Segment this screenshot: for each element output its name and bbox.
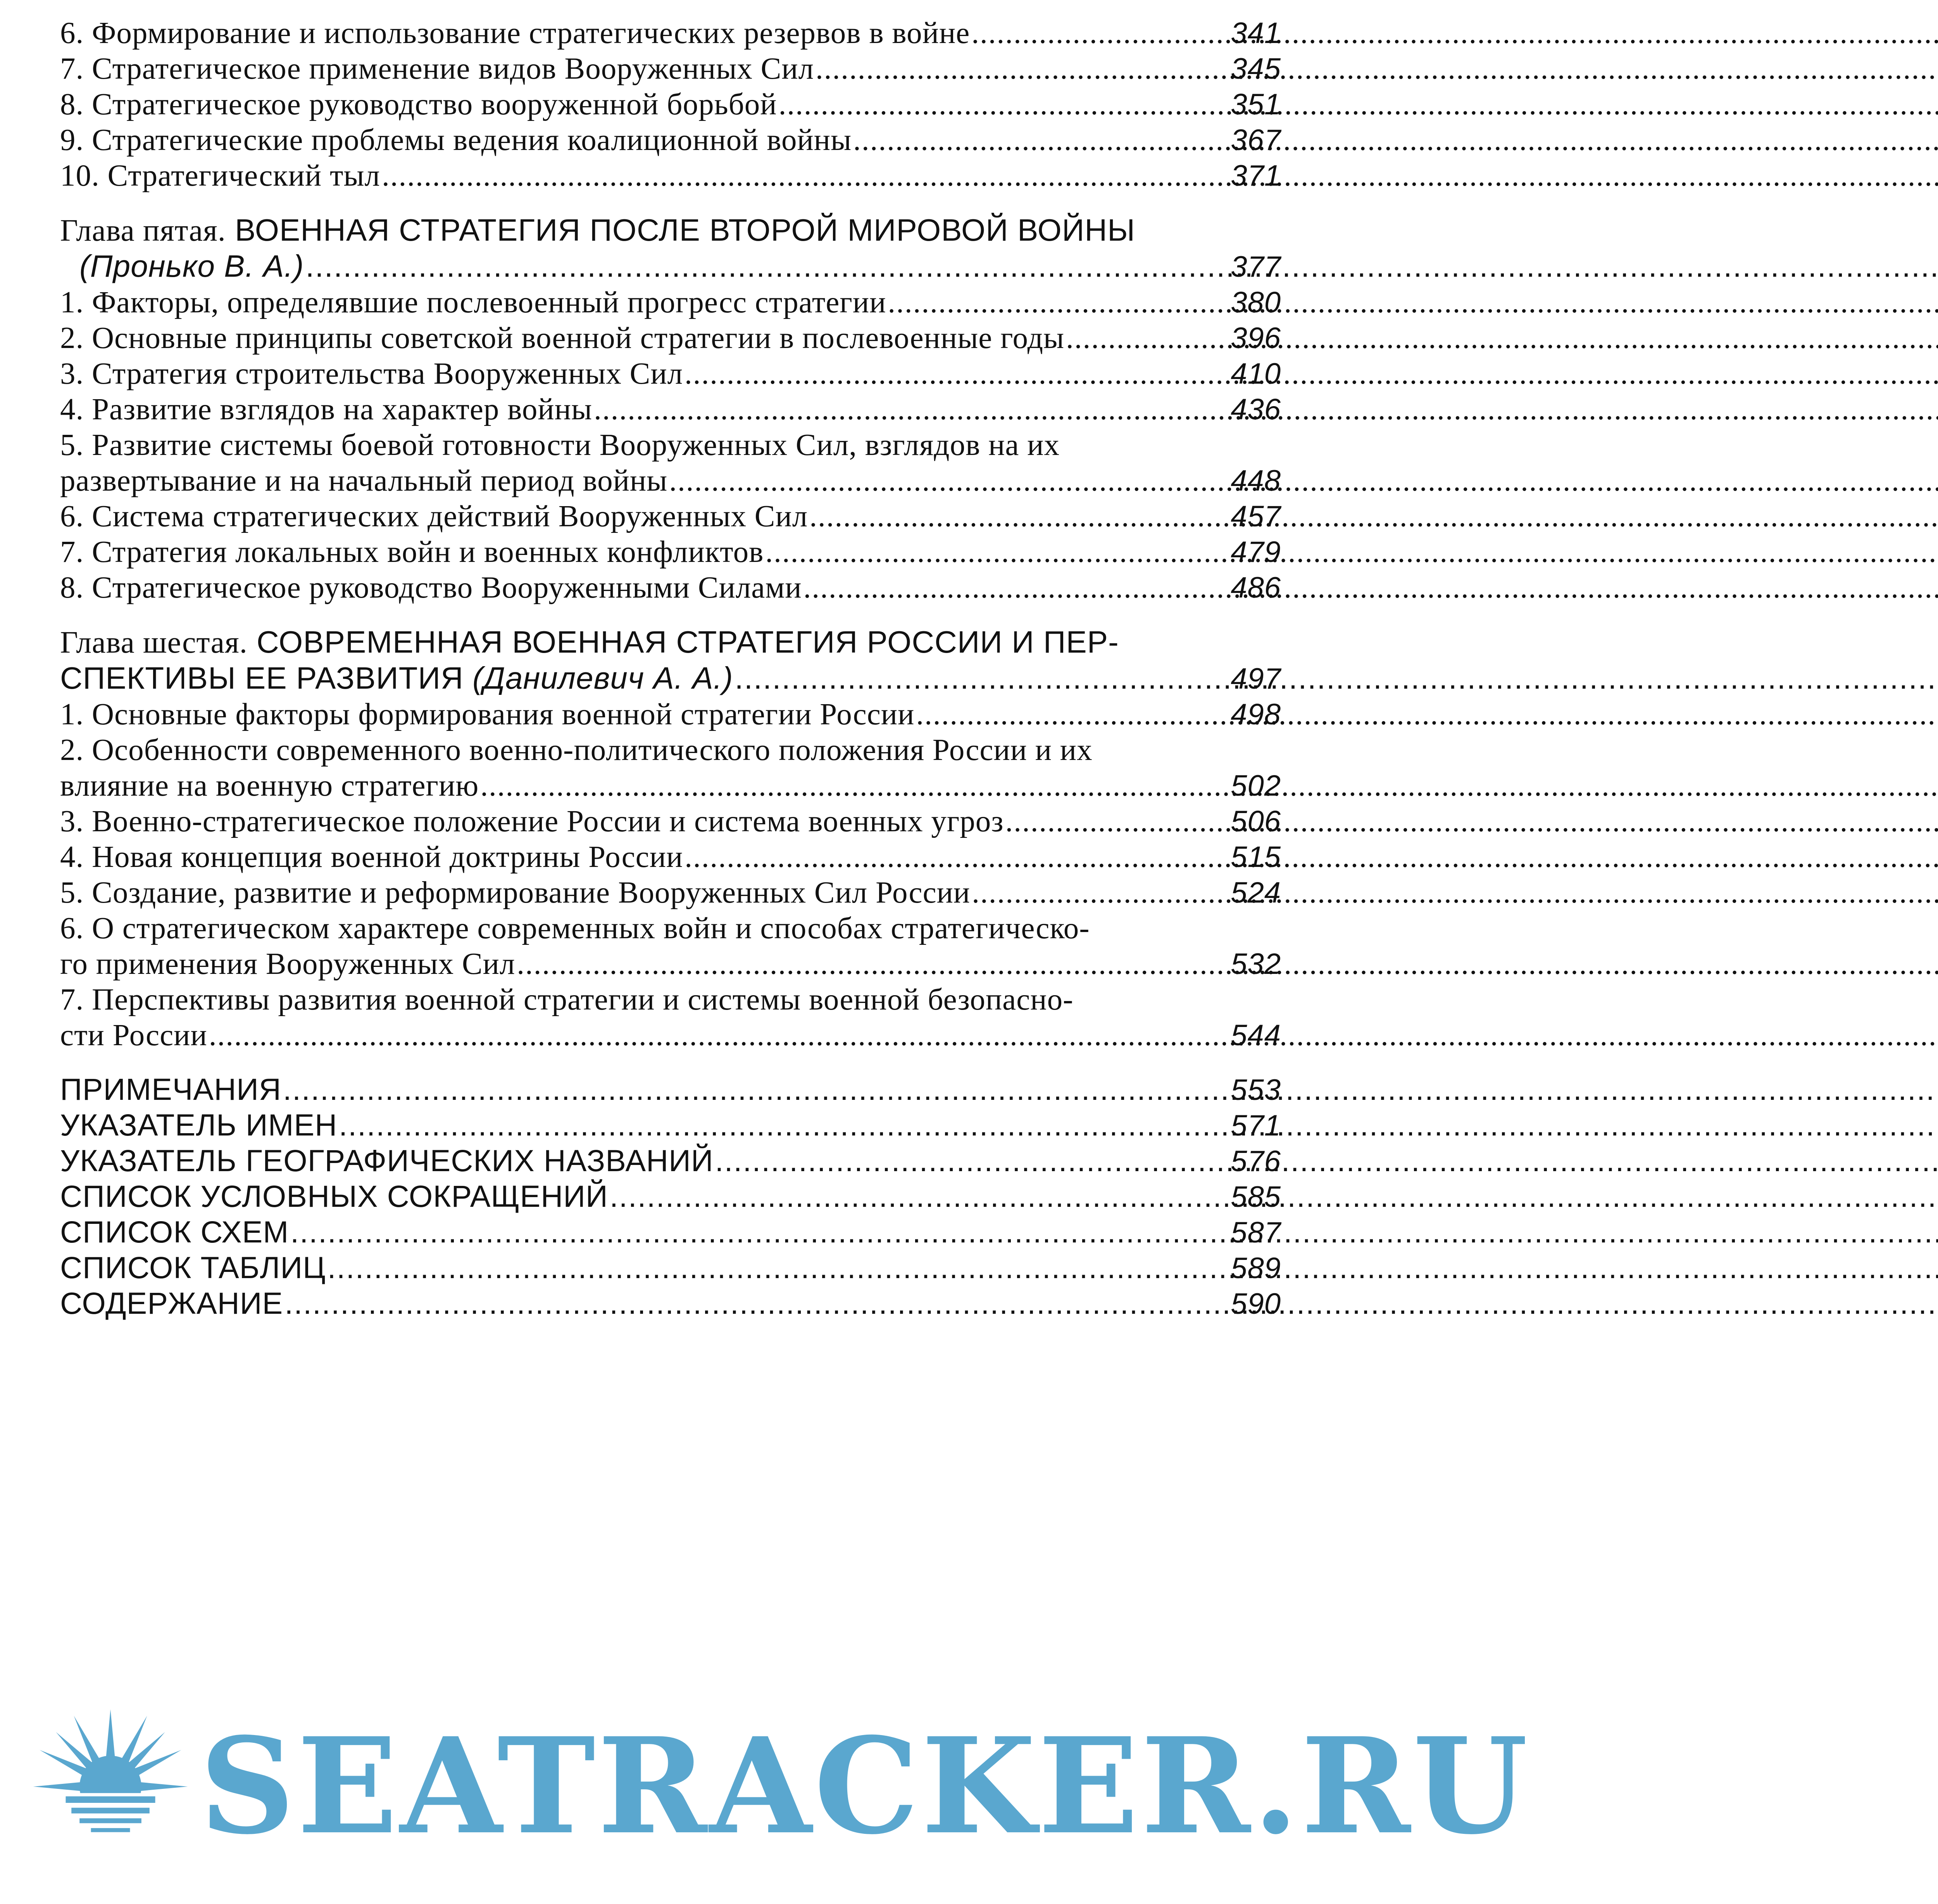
toc-entry[interactable] (60, 51, 1281, 87)
toc-entry-text: 6. Система стратегических действий Вооруженных Сил (60, 500, 808, 533)
appendix-entry-text: УКАЗАТЕЛЬ ГЕОГРАФИЧЕСКИХ НАЗВАНИЙ (60, 1143, 714, 1178)
toc-entry[interactable] (60, 158, 1281, 194)
toc-page-number: 576 (1231, 1145, 1281, 1178)
chapter-title: СОВРЕМЕННАЯ ВОЕННАЯ СТРАТЕГИЯ РОССИИ И ПЕР- (256, 625, 1119, 659)
toc-entry[interactable] (60, 804, 1281, 839)
toc-entry-text: 4. Развитие взглядов на характер войны (60, 393, 593, 426)
toc-page-number: 371 (1231, 159, 1281, 192)
dot-leader (290, 1215, 1229, 1249)
toc-entry-text: 7. Стратегическое применение видов Вооруженных Сил (60, 52, 814, 86)
chapter-label: Глава пятая. (60, 214, 226, 248)
chapter-six (60, 624, 1281, 1053)
toc-entry[interactable] (60, 911, 1281, 982)
toc-entry-text: 8. Стратегическое руководство Вооруженными Силами (60, 571, 802, 605)
dot-leader (610, 1179, 1229, 1214)
toc-entry-text: 8. Стратегическое руководство вооруженной борьбой (60, 88, 777, 121)
dot-leader (735, 660, 1229, 696)
appendix-entry-text: УКАЗАТЕЛЬ ИМЕН (60, 1108, 338, 1142)
toc-page-number: 502 (1231, 769, 1281, 802)
appendix-entry-text: СПИСОК УСЛОВНЫХ СОКРАЩЕНИЙ (60, 1179, 608, 1213)
toc-page-number: 498 (1231, 698, 1281, 731)
dot-leader (715, 1143, 1229, 1178)
toc-page-number: 524 (1231, 876, 1281, 909)
toc-page-number: 585 (1231, 1180, 1281, 1213)
toc-page-number: 436 (1231, 393, 1281, 426)
toc-page-number: 377 (1231, 250, 1281, 283)
toc-page-number: 506 (1231, 805, 1281, 838)
toc-page-number: 341 (1231, 17, 1281, 50)
toc-entry[interactable] (60, 122, 1281, 158)
toc-entry[interactable] (60, 427, 1281, 499)
toc-entry[interactable] (60, 87, 1281, 122)
table-of-contents (60, 16, 1281, 1322)
toc-entry-text-continued: го применения Вооруженных Сил (60, 947, 516, 981)
section-continuation (60, 16, 1281, 194)
dot-leader (480, 768, 1229, 804)
dot-leader (1005, 804, 1229, 839)
toc-entry[interactable] (60, 697, 1281, 732)
toc-entry[interactable] (60, 356, 1281, 392)
dot-leader (305, 248, 1229, 284)
dot-leader (1066, 320, 1229, 356)
dot-leader (779, 87, 1229, 122)
toc-entry-text: 2. Основные принципы советской военной стратегии в послевоенные годы (60, 321, 1065, 355)
toc-page-number: 448 (1231, 464, 1281, 497)
toc-page-number: 351 (1231, 88, 1281, 121)
toc-entry-text: 7. Стратегия локальных войн и военных конфликтов (60, 535, 764, 569)
chapter-author: (Пронько В. А.) (79, 249, 304, 283)
toc-entry-text-continued: развертывание и на начальный период войны (60, 464, 668, 498)
toc-page-number: 532 (1231, 948, 1281, 980)
appendix-entry-text: СПИСОК СХЕМ (60, 1215, 289, 1249)
toc-entry-text: 2. Особенности современного военно-политического положения России и их (60, 733, 1093, 767)
dot-leader (888, 285, 1229, 320)
chapter-heading[interactable] (60, 212, 1281, 285)
toc-page-number: 544 (1231, 1019, 1281, 1052)
toc-page-number: 479 (1231, 536, 1281, 569)
appendix-entry[interactable] (60, 1179, 1281, 1215)
toc-page-number: 380 (1231, 286, 1281, 319)
toc-entry[interactable] (60, 570, 1281, 606)
toc-entry-text: 3. Стратегия строительства Вооруженных Сил (60, 357, 683, 391)
appendix-entry[interactable] (60, 1286, 1281, 1322)
toc-entry-text: 5. Развитие системы боевой готовности Вооруженных Сил, взглядов на их (60, 428, 1060, 462)
appendix-entry[interactable] (60, 1108, 1281, 1143)
toc-entry[interactable] (60, 320, 1281, 356)
chapter-five (60, 212, 1281, 606)
toc-entry[interactable] (60, 285, 1281, 320)
dot-leader (853, 122, 1229, 158)
dot-leader (803, 570, 1229, 606)
toc-page-number: 410 (1231, 357, 1281, 390)
sun-icon (29, 1705, 192, 1868)
toc-entry[interactable] (60, 534, 1281, 570)
toc-entry[interactable] (60, 392, 1281, 427)
dot-leader (517, 946, 1229, 982)
toc-page-number: 367 (1231, 124, 1281, 157)
watermark-text: SEATRACKER.RU (200, 1709, 1530, 1864)
appendix-entry[interactable] (60, 1215, 1281, 1250)
toc-entry[interactable] (60, 16, 1281, 51)
toc-entry-text-continued: влияние на военную стратегию (60, 769, 479, 803)
appendix-entry[interactable] (60, 1250, 1281, 1286)
chapter-heading[interactable] (60, 624, 1281, 697)
toc-page-number: 571 (1231, 1109, 1281, 1142)
toc-page-number: 497 (1231, 662, 1281, 695)
toc-page-number: 486 (1231, 571, 1281, 604)
toc-entry-text: 6. О стратегическом характере современных войн и способах стратегическо- (60, 912, 1090, 945)
chapter-title-continued: СПЕКТИВЫ ЕЕ РАЗВИТИЯ (60, 661, 464, 695)
appendix-entry-text: ПРИМЕЧАНИЯ (60, 1072, 281, 1106)
toc-entry-text-continued: сти России (60, 1018, 207, 1052)
toc-page-number: 589 (1231, 1252, 1281, 1285)
chapter-label: Глава шестая. (60, 625, 248, 660)
toc-page-number: 396 (1231, 322, 1281, 355)
chapter-author: (Данилевич А. А.) (472, 661, 733, 695)
dot-leader (669, 463, 1229, 499)
toc-entry[interactable] (60, 732, 1281, 804)
dot-leader (972, 875, 1229, 911)
dot-leader (685, 839, 1229, 875)
appendix-entry-text: СОДЕРЖАНИЕ (60, 1286, 283, 1320)
toc-entry-text: 1. Основные факторы формирования военной стратегии России (60, 698, 915, 731)
dot-leader (916, 697, 1229, 732)
toc-page-number: 515 (1231, 841, 1281, 874)
appendix-entry[interactable] (60, 1072, 1281, 1108)
appendix-entry[interactable] (60, 1143, 1281, 1179)
toc-entry-text: 4. Новая концепция военной доктрины России (60, 840, 683, 874)
toc-entry-text: 3. Военно-стратегическое положение России и система военных угроз (60, 805, 1004, 838)
toc-entry[interactable] (60, 839, 1281, 875)
dot-leader (328, 1250, 1229, 1285)
dot-leader (209, 1018, 1229, 1053)
toc-page-number: 553 (1231, 1073, 1281, 1106)
dot-leader (971, 16, 1229, 51)
toc-entry-text: 1. Факторы, определявшие послевоенный прогресс стратегии (60, 286, 886, 319)
dot-leader (685, 356, 1229, 392)
dot-leader (765, 534, 1229, 570)
chapter-title: ВОЕННАЯ СТРАТЕГИЯ ПОСЛЕ ВТОРОЙ МИРОВОЙ ВОЙНЫ (234, 213, 1135, 247)
toc-entry-text: 9. Стратегические проблемы ведения коалиционной войны (60, 123, 852, 157)
appendix-list (60, 1072, 1281, 1322)
dot-leader (816, 51, 1229, 87)
toc-page-number: 590 (1231, 1287, 1281, 1320)
toc-entry-text: 5. Создание, развитие и реформирование Вооруженных Сил России (60, 876, 971, 910)
watermark (29, 1705, 1530, 1868)
toc-entry-text: 7. Перспективы развития военной стратегии и системы военной безопасно- (60, 983, 1074, 1017)
dot-leader (339, 1108, 1229, 1142)
dot-leader (283, 1072, 1229, 1107)
toc-entry-text: 6. Формирование и использование стратегических резервов в войне (60, 16, 970, 50)
toc-entry[interactable] (60, 982, 1281, 1053)
toc-page-number: 587 (1231, 1216, 1281, 1249)
toc-page-number: 345 (1231, 52, 1281, 85)
toc-entry[interactable] (60, 875, 1281, 911)
dot-leader (594, 392, 1229, 427)
dot-leader (382, 158, 1229, 194)
toc-entry-text: 10. Стратегический тыл (60, 159, 380, 193)
toc-entry[interactable] (60, 499, 1281, 534)
appendix-entry-text: СПИСОК ТАБЛИЦ (60, 1250, 326, 1285)
dot-leader (809, 499, 1229, 534)
dot-leader (284, 1286, 1229, 1321)
toc-page-number: 457 (1231, 500, 1281, 533)
